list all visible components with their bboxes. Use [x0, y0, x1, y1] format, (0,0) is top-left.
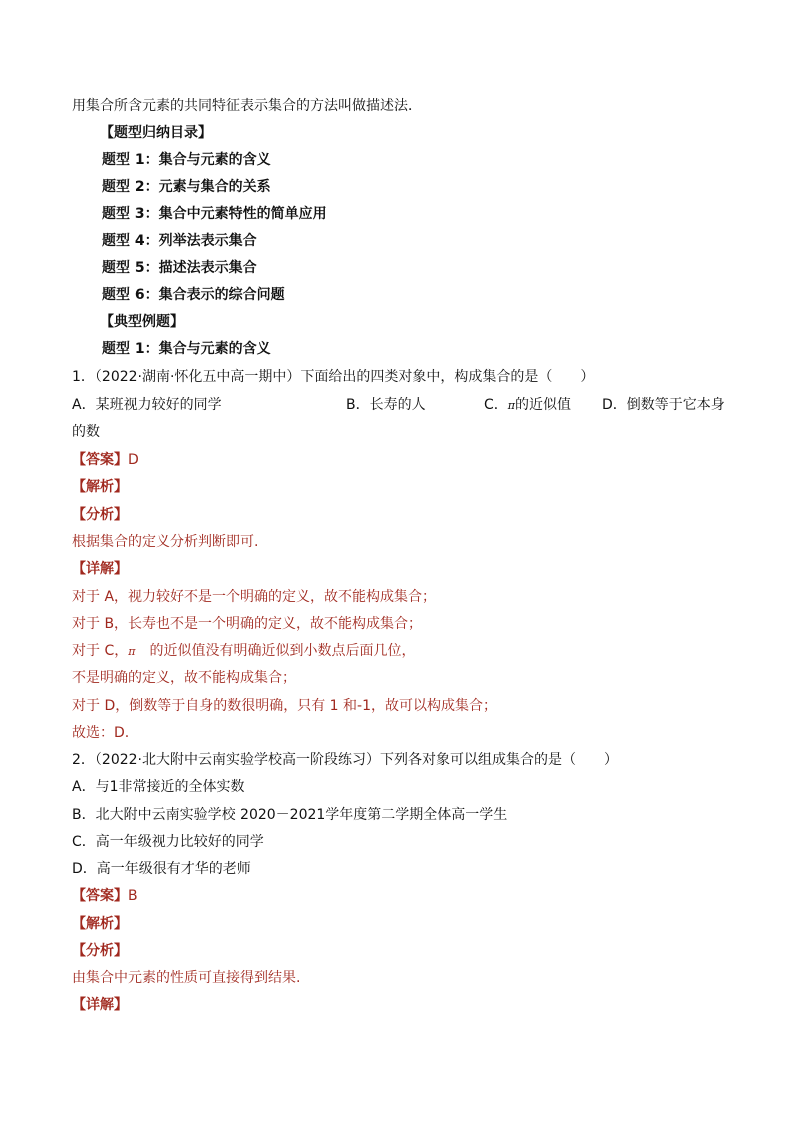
q1-answer-line [72, 450, 742, 470]
q2-option-b: B．北大附中云南实验学校 2020－2021学年度第二学期全体高一学生 [72, 807, 508, 823]
answer-value: D [128, 452, 139, 468]
q1-option-c: C．π的近似值 [484, 397, 572, 413]
q1-options-row [72, 395, 742, 415]
q1-option-a: A．某班视力较好的同学 [72, 397, 222, 413]
q1-option-b: B．长寿的人 [346, 397, 426, 413]
q1-jiexi-label: 【解析】 [72, 479, 128, 495]
catalog-item: 题型 6：集合表示的综合问题 [102, 287, 285, 303]
q1-detail-line: 对于 D，倒数等于自身的数很明确，只有 1 和-1，故可以构成集合； [72, 698, 497, 714]
catalog-item: 题型 1：集合与元素的含义 [102, 152, 271, 168]
q1-conclusion: 故选：D. [72, 725, 130, 741]
q1-detail-line: 对于 C，π 的近似值没有明确近似到小数点后面几位， [72, 643, 416, 659]
q1-xiangjie-label: 【详解】 [72, 561, 128, 577]
q1-stem: 1．（2022·湖南·怀化五中高一期中）下面给出的四类对象中，构成集合的是（ ） [72, 369, 595, 385]
q2-option-c: C．高一年级视力比较好的同学 [72, 834, 264, 850]
q2-fenxi-label: 【分析】 [72, 943, 128, 959]
q1-fenxi-label: 【分析】 [72, 507, 128, 523]
q2-option-a: A．与1非常接近的全体实数 [72, 779, 245, 795]
q2-analysis-text: 由集合中元素的性质可直接得到结果. [72, 970, 301, 986]
q1-detail-line: 对于 B，长寿也不是一个明确的定义，故不能构成集合； [72, 616, 423, 632]
q1-analysis-text: 根据集合的定义分析判断即可. [72, 534, 259, 550]
pi-symbol: π [507, 399, 516, 412]
q2-option-d: D．高一年级很有才华的老师 [72, 861, 251, 877]
q1-detail-line: 对于 A，视力较好不是一个明确的定义，故不能构成集合； [72, 589, 437, 605]
answer-value: B [128, 888, 138, 904]
q2-answer-line [72, 886, 742, 906]
answer-label: 【答案】 [72, 888, 128, 904]
examples-heading: 【典型例题】 [100, 314, 184, 330]
q2-xiangjie-label: 【详解】 [72, 997, 128, 1013]
pi-symbol: π [128, 645, 136, 658]
q1-option-d-continuation: 的数 [72, 424, 100, 440]
type1-heading: 题型 1：集合与元素的含义 [102, 341, 271, 357]
q2-jiexi-label: 【解析】 [72, 916, 128, 932]
answer-label: 【答案】 [72, 452, 128, 468]
catalog-item: 题型 4：列举法表示集合 [102, 233, 257, 249]
catalog-item: 题型 5：描述法表示集合 [102, 260, 257, 276]
catalog-item: 题型 3：集合中元素特性的简单应用 [102, 206, 327, 222]
q1-detail-line: 不是明确的定义，故不能构成集合； [72, 670, 296, 686]
intro-line: 用集合所含元素的共同特征表示集合的方法叫做描述法． [72, 98, 422, 114]
catalog-item: 题型 2：元素与集合的关系 [102, 179, 271, 195]
q2-stem: 2．（2022·北大附中云南实验学校高一阶段练习）下列各对象可以组成集合的是（ ） [72, 752, 618, 768]
catalog-heading: 【题型归纳目录】 [100, 125, 212, 141]
q1-option-d: D．倒数等于它本身 [602, 397, 725, 413]
